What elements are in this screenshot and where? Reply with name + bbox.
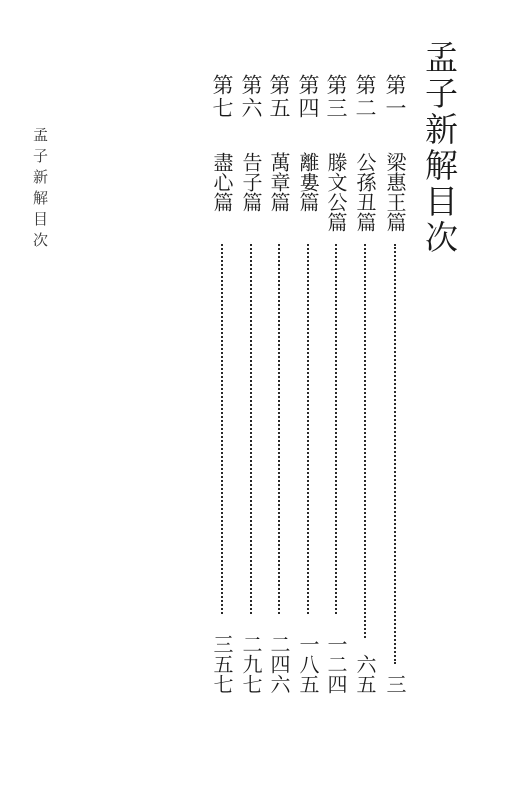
- toc-entry[interactable]: [323, 74, 349, 694]
- page-number: 一二四: [324, 634, 348, 694]
- page-title: 孟子新解目次: [420, 40, 459, 256]
- page-number: 六五: [353, 654, 377, 694]
- chapter-number: 第六: [239, 74, 263, 120]
- chapter-number: 第一: [383, 74, 407, 120]
- page-number: 一八五: [296, 634, 320, 694]
- dot-leader: [335, 244, 337, 614]
- dot-leader: [307, 244, 309, 614]
- chapter-number: 第二: [353, 74, 377, 120]
- page-number: 三: [383, 674, 407, 694]
- page-number: 三五七: [210, 634, 234, 694]
- chapter-number: 第五: [267, 74, 291, 120]
- chapter-number: 第三: [324, 74, 348, 120]
- chapter-number: 第七: [210, 74, 234, 120]
- chapter-title: 滕文公篇: [324, 152, 348, 232]
- chapter-title: 梁惠王篇: [383, 152, 407, 232]
- toc-entry[interactable]: [352, 74, 378, 694]
- toc-entry[interactable]: [382, 74, 408, 694]
- page-number: 二九七: [239, 634, 263, 694]
- chapter-title: 離婁篇: [296, 152, 320, 212]
- dot-leader: [394, 244, 396, 664]
- dot-leader: [278, 244, 280, 614]
- dot-leader: [364, 244, 366, 638]
- page-number: 二四六: [267, 634, 291, 694]
- chapter-title: 盡心篇: [210, 152, 234, 212]
- chapter-number: 第四: [296, 74, 320, 120]
- running-header: 孟子新解目次: [31, 127, 49, 253]
- toc-entry[interactable]: [238, 74, 264, 694]
- dot-leader: [221, 244, 223, 614]
- toc-entry[interactable]: [266, 74, 292, 694]
- chapter-title: 告子篇: [239, 152, 263, 212]
- toc-entry[interactable]: [295, 74, 321, 694]
- dot-leader: [250, 244, 252, 614]
- toc-entry[interactable]: [209, 74, 235, 694]
- chapter-title: 公孫丑篇: [353, 152, 377, 232]
- chapter-title: 萬章篇: [267, 152, 291, 212]
